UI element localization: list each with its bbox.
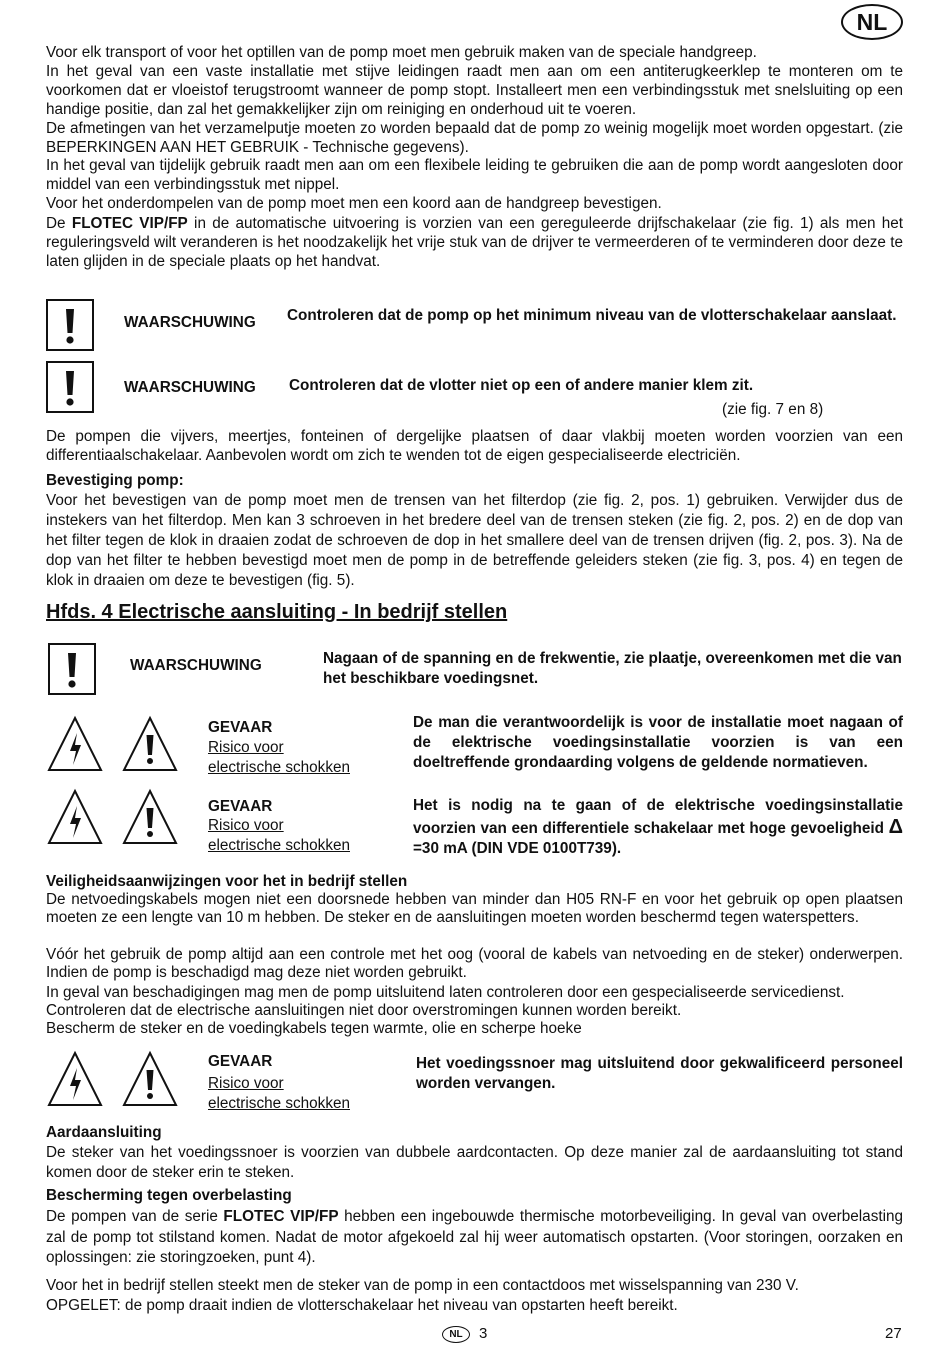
gevaar-block [208, 1052, 350, 1114]
vijvers-paragraph: De pompen die vijvers, meertjes, fonteinen of dergelijke plaatsen of daar vlakbij moeten worden voorzien van een differentiaalschakelaar. Aanbevolen wordt om zich te wenden tot de eigen gespecialiseerde electriciën. [46, 428, 903, 464]
section-heading: Hfds. 4 Electrische aansluiting - In bedrijf stellen [46, 601, 508, 623]
gevaar-title: GEVAAR [208, 798, 273, 815]
intro-line-transport: Voor elk transport of voor het optillen van de pomp moet men gebruik maken van de speciale handgreep. [46, 44, 757, 61]
gevaar-text: De man die verantwoordelijk is voor de installatie moet nagaan of de elektrische voedingsinstallatie voorzien is van een doeltreffende grondaarding volgens de geldende normatieven. [413, 714, 903, 771]
aard-title: Aardaansluiting [46, 1124, 162, 1141]
exclamation-icon [46, 299, 94, 351]
warning-text: Controleren dat de vlotter niet op een of andere manier klem zit. [289, 377, 754, 394]
warning-triangle-icon [121, 788, 179, 846]
exclamation-icon [46, 361, 94, 413]
gevaar-block [208, 797, 350, 855]
veiligheid-title: Veiligheidsaanwijzingen voor het in bedrijf stellen [46, 873, 408, 890]
gevaar-sub: electrische schokken [208, 1095, 350, 1112]
overbelasting-paragraph [46, 1207, 903, 1269]
electric-hazard-icon [46, 788, 104, 846]
intro-paragraph-flotec [46, 214, 903, 271]
veiligheid-p2: Vóór het gebruik de pomp altijd aan een controle met het oog (vooral de kabels van netvoeding en de steker) onderwerpen. Indien de pomp is beschadigd mag deze niet worden gebruikt. [46, 946, 903, 981]
veiligheid-p5: Bescherm de steker en de voedingkabels tegen warmte, olie en scherpe hoeke [46, 1020, 582, 1037]
section-number: 3 [479, 1325, 488, 1342]
gevaar-sub: Risico voor [208, 1075, 284, 1092]
warning-label: WAARSCHUWING [124, 379, 256, 396]
delta-symbol: Δ [888, 815, 903, 838]
exclamation-icon [48, 643, 96, 695]
intro-paragraph-installation: In het geval van een vaste installatie met stijve leidingen raadt men aan om een antiterugkeerklep te monteren om te voorkomen dat er vloeistof terugstroomt wanneer de pomp stopt. Installeert men een verbindingsstuk met snelsluiting op een handige positie, dan zal het gemakkelijker zijn om reiniging en onderhoud uit te voeren. [46, 63, 903, 118]
warning-label: WAARSCHUWING [124, 314, 256, 331]
veiligheid-p1: De netvoedingskabels mogen niet een doorsnede hebben van minder dan H05 RN-F en voor het gebruik op open plaatsen moeten ze een lengte van 10 m hebben. De steker en de aansluitingen moeten worden beschermd tegen waterspetters. [46, 891, 903, 926]
page-number: 27 [885, 1325, 902, 1342]
bevestiging-paragraph: Voor het bevestigen van de pomp moet men de trensen van het filterdop (zie fig. 2, pos. 1) gebruiken. Verwijder dus de instekers van het filterdop. Men kan 3 schroeven in het bredere deel van de trensen steken (zie fig. 2, pos. 2) en de dop van het filter tegen de klok in draaien zodat de schroeven de dop in het smallere deel van de trensen drijven (fig. 2, pos. 3). Na de dop van het filter te hebben bevestigd moet men de pomp in de betreffende geleiders steken (zie fig. 3, pos. 4) en tegen de klok in draaien om deze te bevestigen (fig. 5). [46, 492, 903, 589]
flotec-model: FLOTEC VIP/FP [71, 215, 188, 232]
figure-reference: (zie fig. 7 en 8) [722, 401, 824, 418]
warning-triangle-icon [121, 1050, 179, 1108]
gevaar-text [413, 796, 903, 860]
flotec-pre: De [46, 215, 72, 232]
warning-label: WAARSCHUWING [130, 657, 262, 674]
aard-paragraph: De steker van het voedingssnoer is voorzien van dubbele aardcontacten. Op deze manier zal de aardaansluiting tot stand komen door de steker erin te steken. [46, 1144, 903, 1181]
gevaar-sub: electrische schokken [208, 837, 350, 854]
gevaar-sub: electrische schokken [208, 759, 350, 776]
gevaar-sub: Risico voor [208, 739, 284, 756]
overbelasting-model: FLOTEC VIP/FP [223, 1208, 339, 1225]
flotec-post: in de automatische uitvoering is vorzien van een gereguleerde drijfschakelaar (zie fig. 1) als men het reguleringsveld wilt veranderen is het noodzakelijk het vrije stuk van de drijver te vermeerderen of te verminderen door deze te laten glijden in de speciale plaats op het handvat. [46, 215, 904, 270]
overbelasting-pre: De pompen van de serie [46, 1208, 224, 1225]
footer-language-badge: NL [442, 1326, 470, 1343]
electric-hazard-icon [46, 1050, 104, 1108]
bevestiging-title: Bevestiging pomp: [46, 472, 184, 489]
final-line-opgelet: OPGELET: de pomp draait indien de vlotterschakelaar het niveau van opstarten heeft bereikt. [46, 1297, 678, 1314]
intro-paragraph-tijdelijk: In het geval van tijdelijk gebruik raadt men aan om een flexibele leiding te gebruiken die aan de pomp wordt aangesloten door middel van een verbindingsstuk met nippel. [46, 157, 903, 193]
gevaar-sub: Risico voor [208, 817, 284, 834]
electric-hazard-icon [46, 715, 104, 773]
gevaar-text-b: =30 mA (DIN VDE 0100T739). [413, 840, 622, 857]
gevaar-title: GEVAAR [208, 1053, 273, 1070]
warning-text: Controleren dat de pomp op het minimum niveau van de vlotterschakelaar aanslaat. [287, 307, 897, 324]
intro-paragraph-putje: De afmetingen van het verzamelputje moeten zo worden bepaald dat de pomp zo weinig mogelijk moet worden opgestart. (zie BEPERKINGEN AAN HET GEBRUIK - Technische gegevens). [46, 120, 903, 156]
gevaar-title: GEVAAR [208, 719, 273, 736]
gevaar-text-a: Het is nodig na te gaan of de elektrische voedingsinstallatie voorzien van een differentiele schakelaar met hoge gevoeligheid [413, 797, 903, 837]
gevaar-text: Het voedingssnoer mag uitsluitend door gekwalificeerd personeel worden vervangen. [416, 1055, 903, 1092]
intro-line-koord: Voor het onderdompelen van de pomp moet men een koord aan de handgreep bevestigen. [46, 195, 662, 212]
language-badge: NL [841, 4, 903, 40]
overbelasting-post: hebben een ingebouwde thermische motorbeveiliging. In geval van overbelasting zal de pomp tot stilstand komen. Nadat de motor afgekoeld zal hij weer automatisch opstarten. (Voor storingen, oorzaken en oplossingen: zie storingzoeken, punt 4). [46, 1208, 904, 1266]
final-line-230v: Voor het in bedrijf stellen steekt men de steker van de pomp in een contactdoos met wisselspanning van 230 V. [46, 1277, 799, 1294]
gevaar-block [208, 718, 350, 778]
veiligheid-p4: Controleren dat de electrische aansluitingen niet door overstromingen kunnen worden bereikt. [46, 1002, 682, 1019]
warning-text: Nagaan of de spanning en de frekwentie, zie plaatje, overeenkomen met die van het beschikbare voedingsnet. [323, 650, 902, 687]
veiligheid-p3: In geval van beschadigingen mag men de pomp uitsluitend laten controleren door een gespecialiseerde servicedienst. [46, 984, 845, 1001]
overbelasting-title: Bescherming tegen overbelasting [46, 1187, 292, 1204]
warning-triangle-icon [121, 715, 179, 773]
